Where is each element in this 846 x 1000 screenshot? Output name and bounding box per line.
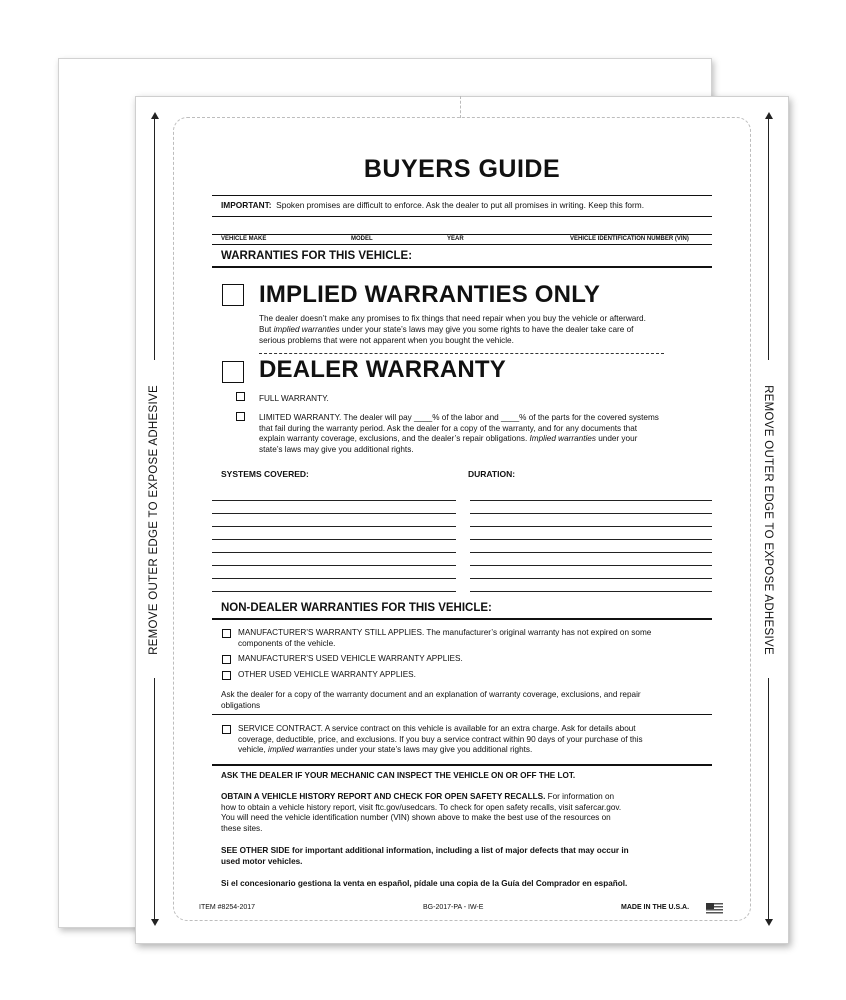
ask-mechanic-text: ASK THE DEALER IF YOUR MECHANIC CAN INSPECT THE VEHICLE ON OR OFF THE LOT. <box>221 771 576 780</box>
non-dealer-heading: NON-DEALER WARRANTIES FOR THIS VEHICLE: <box>221 602 492 614</box>
duration-line[interactable] <box>470 513 712 514</box>
ask-copy-line-1: Ask the dealer for a copy of the warranty document and an explanation of warranty coverage, exclusions, and repair <box>221 690 641 699</box>
history-line-3: You will need the vehicle identification number (VIN) shown above to make the best use of the resources on <box>221 813 611 822</box>
duration-line[interactable] <box>470 591 712 592</box>
vehicle-info-rule <box>212 234 712 235</box>
history-report-text <box>221 792 716 834</box>
perforation-line <box>460 96 461 118</box>
made-in-usa: MADE IN THE U.S.A. <box>621 904 690 911</box>
duration-label: DURATION: <box>468 469 516 479</box>
left-arrow-up-icon <box>154 118 155 360</box>
section-dashed-divider <box>259 353 664 354</box>
implied-line-1: The dealer doesn’t make any promises to fix things that need repair when you buy the vehicle or afterward. <box>259 314 646 323</box>
vehicle-label-rule <box>212 244 712 245</box>
full-warranty-checkbox[interactable] <box>236 392 245 401</box>
warranties-rule <box>212 266 712 268</box>
ask-mechanic-rule <box>212 764 712 766</box>
right-side-instruction: REMOVE OUTER EDGE TO EXPOSE ADHESIVE <box>762 385 774 655</box>
duration-line[interactable] <box>470 526 712 527</box>
important-rule <box>212 216 712 217</box>
ask-copy-line-2: obligations <box>221 700 261 710</box>
important-notice <box>221 200 644 210</box>
used-vehicle-warranty-label: MANUFACTURER’S USED VEHICLE WARRANTY APPLIES. <box>238 654 463 663</box>
systems-covered-label: SYSTEMS COVERED: <box>221 469 309 479</box>
non-dealer-rule <box>212 618 712 620</box>
year-label: YEAR <box>447 236 464 242</box>
service-contract-checkbox[interactable] <box>222 725 231 734</box>
history-line-1: OBTAIN A VEHICLE HISTORY REPORT AND CHECK FOR OPEN SAFETY RECALLS. For information on <box>221 792 615 801</box>
vehicle-make-label: VEHICLE MAKE <box>221 236 267 242</box>
manufacturer-warranty-checkbox[interactable] <box>222 629 231 638</box>
ask-copy-text <box>221 690 711 711</box>
form-title: BUYERS GUIDE <box>363 155 561 183</box>
see-other-side-text <box>221 846 716 867</box>
service-rule <box>212 714 712 715</box>
limited-line-2: that fail during the warranty period. Ask the dealer for a copy of the warranty, and for any documents that <box>259 423 638 433</box>
limited-warranty-text <box>259 413 719 455</box>
systems-line[interactable] <box>212 565 456 566</box>
right-arrow-down-icon <box>768 678 769 920</box>
implied-line-2: But implied warranties under your state’s laws may give you some rights to have the dealer take care of <box>259 324 634 334</box>
systems-line[interactable] <box>212 578 456 579</box>
service-line-1: SERVICE CONTRACT. A service contract on this vehicle is available for an extra charge. Ask for details about <box>238 724 636 733</box>
manufacturer-line-1: MANUFACTURER’S WARRANTY STILL APPLIES. The manufacturer’s original warranty has not expired on some <box>238 628 652 637</box>
systems-line[interactable] <box>212 591 456 592</box>
implied-warranties-checkbox[interactable] <box>222 284 244 306</box>
model-label: MODEL <box>351 236 373 242</box>
left-side-instruction: REMOVE OUTER EDGE TO EXPOSE ADHESIVE <box>148 385 160 655</box>
see-other-line-2: used motor vehicles. <box>221 856 303 866</box>
limited-line-3: explain warranty coverage, exclusions, and the dealer’s repair obligations. Implied warranties under your <box>259 434 638 443</box>
duration-line[interactable] <box>470 539 712 540</box>
duration-line[interactable] <box>470 552 712 553</box>
systems-line[interactable] <box>212 513 456 514</box>
duration-line[interactable] <box>470 578 712 579</box>
spanish-notice: Si el concesionario gestiona la venta en español, pídale una copia de la Guía del Comprador en español. <box>221 879 628 888</box>
dealer-warranty-checkbox[interactable] <box>222 361 244 383</box>
vin-label: VEHICLE IDENTIFICATION NUMBER (VIN) <box>570 236 689 242</box>
used-vehicle-warranty-checkbox[interactable] <box>222 655 231 664</box>
item-number: ITEM #8254-2017 <box>199 904 256 911</box>
title-rule <box>212 195 712 196</box>
limited-line-1: LIMITED WARRANTY. The dealer will pay ____% of the labor and ____% of the parts for the covered systems <box>259 413 659 422</box>
manufacturer-line-2: components of the vehicle. <box>238 638 336 648</box>
left-arrow-down-icon <box>154 678 155 920</box>
important-label: IMPORTANT: <box>221 200 272 210</box>
duration-line[interactable] <box>470 565 712 566</box>
history-line-4: these sites. <box>221 823 263 833</box>
systems-line[interactable] <box>212 539 456 540</box>
systems-line[interactable] <box>212 526 456 527</box>
dealer-warranty-heading: DEALER WARRANTY <box>259 356 506 383</box>
other-warranty-checkbox[interactable] <box>222 671 231 680</box>
duration-line[interactable] <box>470 500 712 501</box>
history-line-2: how to obtain a vehicle history report, visit ftc.gov/usedcars. To check for open safety recalls, visit safercar.gov. <box>221 802 622 812</box>
warranties-heading: WARRANTIES FOR THIS VEHICLE: <box>221 250 413 262</box>
other-warranty-label: OTHER USED VEHICLE WARRANTY APPLIES. <box>238 670 416 679</box>
see-other-line-1: SEE OTHER SIDE for important additional information, including a list of major defects that may occur in <box>221 846 629 855</box>
service-line-2: coverage, deductible, price, and exclusions. If you buy a service contract within 90 days of your purchase of this <box>238 734 643 744</box>
service-line-3: vehicle, implied warranties under your state’s laws may give you additional rights. <box>238 745 533 754</box>
service-contract-text <box>238 724 718 756</box>
us-flag-icon <box>706 903 723 914</box>
systems-line[interactable] <box>212 500 456 501</box>
implied-warranties-text <box>259 314 719 346</box>
right-arrow-up-icon <box>768 118 769 360</box>
full-warranty-label: FULL WARRANTY. <box>259 394 329 403</box>
limited-warranty-checkbox[interactable] <box>236 412 245 421</box>
implied-warranties-heading: IMPLIED WARRANTIES ONLY <box>259 281 601 308</box>
systems-line[interactable] <box>212 552 456 553</box>
form-code: BG-2017-PA - IW-E <box>423 904 484 911</box>
manufacturer-warranty-text <box>238 628 718 649</box>
implied-line-3: serious problems that were not apparent when you bought the vehicle. <box>259 335 514 345</box>
limited-line-4: state’s laws may give you additional rights. <box>259 444 414 454</box>
important-text: Spoken promises are difficult to enforce. Ask the dealer to put all promises in writing. Keep this form. <box>276 200 645 210</box>
